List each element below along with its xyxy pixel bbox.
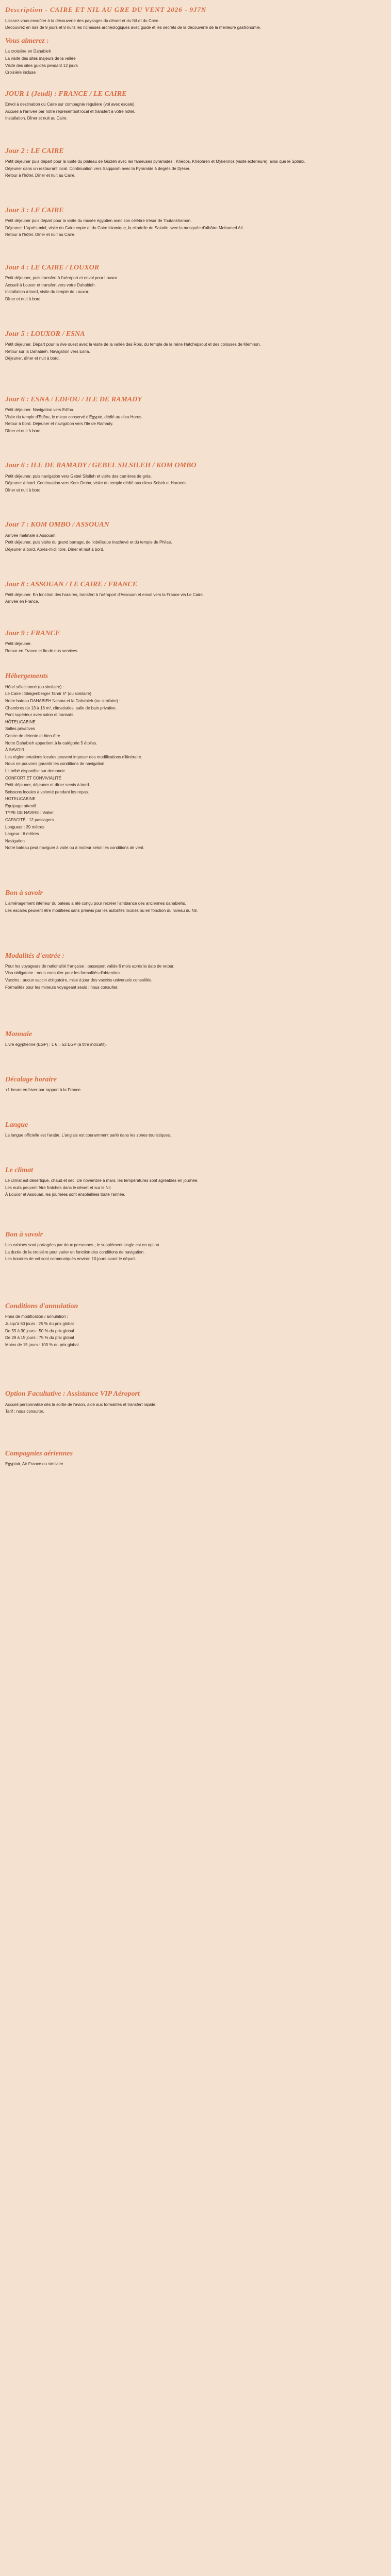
section-line: Accueil personnalisé dès la sortie de l'avion, aide aux formalités et transfert rapide. xyxy=(5,1402,157,1407)
section xyxy=(5,395,386,456)
section-line: Les cabines sont partagées par deux personnes ; le supplément single est en option. xyxy=(5,1243,160,1248)
section-title: Jour 7 : KOM OMBO / ASSOUAN xyxy=(5,521,109,529)
section-title: Hébergements xyxy=(5,672,48,681)
section-line: CAPACITÉ : 12 passagers xyxy=(5,818,54,823)
section-line: Installation. Dîner et nuit au Caire. xyxy=(5,116,68,121)
section-line: Nous ne pouvons garantir les conditions de navigation. xyxy=(5,761,106,767)
section-spacer xyxy=(5,363,386,389)
section-spacer xyxy=(5,852,386,883)
section-line: Egyptair, Air France ou similaire. xyxy=(5,1462,64,1467)
section-spacer xyxy=(5,1349,386,1384)
section xyxy=(5,89,386,141)
section-spacer xyxy=(5,991,386,1024)
section-line: À Louxor et Assouan, les journées sont ensoleillées toute l'année. xyxy=(5,1192,125,1197)
section-line: Petit déjeuner, puis navigation vers Gebel Silsileh et visite des carrières de grès. xyxy=(5,473,152,479)
section-line: Les nuits peuvent être fraîches dans le désert et sur le Nil. xyxy=(5,1185,112,1190)
section-line: Petit déjeuner. xyxy=(5,641,32,647)
section-spacer xyxy=(5,435,386,455)
section-spacer xyxy=(5,1263,386,1296)
section-spacer xyxy=(5,239,386,258)
section-line: Accueil à l'arrivée par notre représentant local et transfert à votre hôtel. xyxy=(5,109,135,114)
section-title: Décalage horaire xyxy=(5,1076,57,1084)
section xyxy=(5,520,386,574)
section-line: Le Caire : Steigenberger Tahrir 5* (ou similaire) xyxy=(5,691,92,697)
section-line: Dîner et nuit à bord. xyxy=(5,428,42,433)
section-line: Jusqu'à 60 jours : 25 % du prix global xyxy=(5,1321,74,1326)
section-title: Jour 4 : LE CAIRE / LOUXOR xyxy=(5,263,100,272)
section-spacer xyxy=(5,494,386,515)
section-title: Modalités d'entrée : xyxy=(5,952,65,960)
section-line: Hôtel sélectionné (ou similaire) : xyxy=(5,684,64,689)
section xyxy=(5,580,386,623)
section-title: Bon à savoir xyxy=(5,1230,43,1239)
section-line: Notre Dahabieh appartient à la catégorie 5 étoiles. xyxy=(5,740,97,745)
section-line: Notre bateau DAHABIEH Nesma et la Dahabieh (ou similaire) : xyxy=(5,698,121,703)
section-line: Longueur : 39 mètres xyxy=(5,824,45,829)
section-spacer xyxy=(5,606,386,623)
section-line: Petit déjeuner. En fonction des horaires, transfert à l'aéroport d'Assouan et envol vers la France via Le Caire. xyxy=(5,592,204,597)
section-spacer xyxy=(5,655,386,666)
section-spacer xyxy=(5,303,386,324)
section-title: Jour 8 : ASSOUAN / LE CAIRE / FRANCE xyxy=(5,580,138,588)
section-line: Petit déjeuner, puis visite du grand barrage, de l'obélisque inachevé et du temple de Philae. xyxy=(5,540,172,545)
section-line: La durée de la croisière peut varier en fonction des conditions de navigation. xyxy=(5,1249,145,1255)
section-spacer xyxy=(5,1416,386,1444)
section-line: Déjeuner. L'après-midi, visite du Caire copte et du Caire islamique, la citadelle de Saladin avec la mosquée d'albâtre Mohamed Ali. xyxy=(5,225,244,230)
section xyxy=(5,1075,386,1115)
section-spacer xyxy=(5,1468,386,1477)
intro-line: Découvrez en lors de 9 jours et 8 nuits les richesses archéologiques avec guide et les secrets de la découverte de la meilleure gastronomie. xyxy=(5,25,261,30)
section-title: Monnaie xyxy=(5,1030,32,1039)
section-line: Formalités pour les mineurs voyageant seuls : nous consulter. xyxy=(5,985,119,990)
section-line: Centre de détente et bien-être xyxy=(5,733,60,738)
section-spacer xyxy=(5,1140,386,1160)
section-line: Petit déjeuner puis départ pour la visite du musée égyptien avec son célèbre trésor de Toutankhamon. xyxy=(5,218,192,224)
section-line: Salles privatives xyxy=(5,726,35,732)
section-title: Conditions d'annulation xyxy=(5,1302,78,1311)
section-spacer xyxy=(5,554,386,574)
section-spacer xyxy=(5,1049,386,1070)
section-title: Jour 2 : LE CAIRE xyxy=(5,147,64,155)
section-line: Retour en France et fin de nos services. xyxy=(5,648,78,653)
section xyxy=(5,461,386,515)
section-line: Le climat est désertique, chaud et sec. De novembre à mars, les températures sont agréables en journée. xyxy=(5,1178,199,1183)
section-line: Déjeuner à bord. Après-midi libre. Dîner et nuit à bord. xyxy=(5,547,105,552)
section xyxy=(5,206,386,258)
section-line: Vaccins : aucun vaccin obligatoire, mise à jour des vaccins universels conseillée. xyxy=(5,978,153,982)
section-line: Croisière incluse xyxy=(5,70,36,75)
section-line: Petit déjeuner. Départ pour la rive ouest avec la visite de la vallée des Rois, du temple de la reine Hatchepsout et des colosses de Memnon. xyxy=(5,342,261,347)
section-line: CONFORT ET CONVIVIALITÉ xyxy=(5,775,61,781)
section-line: Envol à destination du Caire sur compagnie régulière (vol avec escale). xyxy=(5,102,136,107)
section-line: La croisière en Dahabieh xyxy=(5,49,51,54)
section-line: HÔTEL/CABINE xyxy=(5,719,36,724)
section-title: Langue xyxy=(5,1121,28,1129)
section-title: Jour 5 : LOUXOR / ESNA xyxy=(5,330,85,338)
section xyxy=(5,1165,386,1225)
section xyxy=(5,1301,386,1384)
section-line: Retour à bord. Déjeuner et navigation vers l'île de Ramady. xyxy=(5,421,113,427)
section-title: Le climat xyxy=(5,1166,34,1174)
page-title: Description - CAIRE ET NIL AU GRE DU VENT 2026 - 9J7N xyxy=(5,6,207,13)
section-line: De 29 à 15 jours : 75 % du prix global xyxy=(5,1335,74,1341)
sections xyxy=(5,36,386,1477)
section xyxy=(5,888,386,945)
section-line: Livre égyptienne (EGP) : 1 € = 52 EGP (à titre indicatif). xyxy=(5,1042,107,1047)
section-line: De 59 à 30 jours : 50 % du prix global xyxy=(5,1328,74,1333)
section-line: Petit déjeuner puis départ pour la visite du plateau de Guizèh avec les fameuses pyramides : Khéops, Khéphren et Mykérinos (visite extérieure), ainsi que le Sphinx. xyxy=(5,159,306,164)
section-spacer xyxy=(5,123,386,141)
section-line: Pont supérieur avec salon et transats. xyxy=(5,713,75,718)
section-spacer xyxy=(5,77,386,84)
section-line: Installation à bord, visite du temple de Louxor. xyxy=(5,290,89,295)
section-line: Accueil à Louxor et transfert vers votre Dahabieh. xyxy=(5,282,96,287)
section-line: Dîner et nuit à bord. xyxy=(5,487,42,493)
section-line: Déjeuner, dîner et nuit à bord. xyxy=(5,356,60,361)
section-line: Retour sur la Dahabieh. Navigation vers Esna. xyxy=(5,349,90,354)
section xyxy=(5,1449,386,1477)
section-spacer xyxy=(5,915,386,946)
section xyxy=(5,951,386,1025)
section-spacer xyxy=(5,1199,386,1225)
section xyxy=(5,36,386,84)
section-line: Équipage attentif xyxy=(5,803,37,808)
section-line: Déjeuner à bord. Continuation vers Kom Ombo, visite du temple dédié aux dieux Sobek et Haroeris. xyxy=(5,481,188,486)
section-line: Arrivée matinale à Assouan. xyxy=(5,533,57,538)
section-title: Compagnies aériennes xyxy=(5,1449,73,1458)
section-line: Navigation xyxy=(5,838,25,843)
section-line: Dîner et nuit à bord. xyxy=(5,297,42,302)
section-line: Déjeuner dans un restaurant local. Continuation vers Saqqarah avec la Pyramide à degrés de Djéser. xyxy=(5,166,190,171)
section xyxy=(5,629,386,666)
section xyxy=(5,329,386,389)
section-line: Les réglementations locales peuvent imposer des modifications d'itinéraire. xyxy=(5,754,142,759)
section-line: À SAVOIR xyxy=(5,748,25,753)
section xyxy=(5,263,386,324)
section-line: Petit-déjeuner, déjeuner et dîner servis à bord. xyxy=(5,783,90,788)
section-line: Arrivée en France. xyxy=(5,599,39,604)
section-title: JOUR 1 (Jeudi) : FRANCE / LE CAIRE xyxy=(5,90,127,98)
section xyxy=(5,1029,386,1070)
section-line: Boissons locales à volonté pendant les repas. xyxy=(5,789,89,794)
section-line: Retour à l'hôtel. Dîner et nuit au Caire. xyxy=(5,232,76,238)
section-line: Petit déjeuner. Navigation vers Edfou. xyxy=(5,407,74,412)
intro xyxy=(5,18,386,31)
section-line: Chambres de 13 à 16 m², climatisées, salle de bain privative. xyxy=(5,705,117,710)
section-line: Notre bateau peut naviguer à voile ou à moteur selon les conditions de vent. xyxy=(5,845,144,851)
section-line: Frais de modification / annulation : xyxy=(5,1314,68,1319)
section-line: +1 heure en hiver par rapport à la France. xyxy=(5,1088,82,1093)
section xyxy=(5,146,386,200)
section-line: Pour les voyageurs de nationalité française : passeport valide 6 mois après la date de retour. xyxy=(5,963,175,969)
section-line: Les escales peuvent être modifiées sans préavis par les autorités locales ou en fonction du niveau du Nil. xyxy=(5,908,198,913)
section xyxy=(5,1230,386,1296)
section-line: Visite du temple d'Edfou, le mieux conservé d'Égypte, dédié au dieu Horus. xyxy=(5,414,143,419)
section-title: Option Facultative : Assistance VIP Aéroport xyxy=(5,1390,140,1398)
section-line: Moins de 15 jours : 100 % du prix global xyxy=(5,1342,79,1347)
section-line: L'aménagement intérieur du bateau a été conçu pour recréer l'ambiance des anciennes dahabiehs. xyxy=(5,901,186,906)
section-line: La visite des sites majeurs de la vallée xyxy=(5,56,76,61)
section-line: Largeur : 6 mètres xyxy=(5,832,39,837)
section-title: Jour 6 : ESNA / EDFOU / ILE DE RAMADY xyxy=(5,395,142,403)
section-title: Bon à savoir xyxy=(5,889,43,897)
section xyxy=(5,671,386,883)
section-line: Petit déjeuner, puis transfert à l'aéroport et envol pour Louxor. xyxy=(5,276,118,281)
section-line: Visite des sites guidés pendant 12 jours xyxy=(5,63,78,68)
section-line: Les horaires de vol sont communiqués environ 10 jours avant le départ. xyxy=(5,1257,136,1262)
section-title: Jour 6 : ILE DE RAMADY / GEBEL SILSILEH / KOM OMBO xyxy=(5,462,197,470)
section xyxy=(5,1120,386,1160)
section xyxy=(5,1389,386,1443)
section-spacer xyxy=(5,180,386,200)
section-spacer xyxy=(5,1094,386,1115)
section-line: Tarif : nous consulter. xyxy=(5,1409,44,1414)
intro-line: Laissez-vous envoûter à la découverte des paysages du désert et du Nil et du Caire. xyxy=(5,18,160,23)
section-line: HOTEL/CABINE xyxy=(5,796,36,802)
section-line: Lit bébé disponible sur demande. xyxy=(5,768,66,773)
section-title: Jour 3 : LE CAIRE xyxy=(5,206,64,214)
section-line: TYPE DE NAVIRE : Voilier xyxy=(5,810,54,816)
section-line: La langue officielle est l'arabe. L'anglais est couramment parlé dans les zones touristiques. xyxy=(5,1133,171,1138)
section-line: Visa obligatoire : nous consulter pour les formalités d'obtention. xyxy=(5,971,121,976)
section-line: Retour à l'hôtel. Dîner et nuit au Caire. xyxy=(5,173,76,178)
section-title: Vous aimerez : xyxy=(5,37,49,45)
section-title: Jour 9 : FRANCE xyxy=(5,630,60,637)
